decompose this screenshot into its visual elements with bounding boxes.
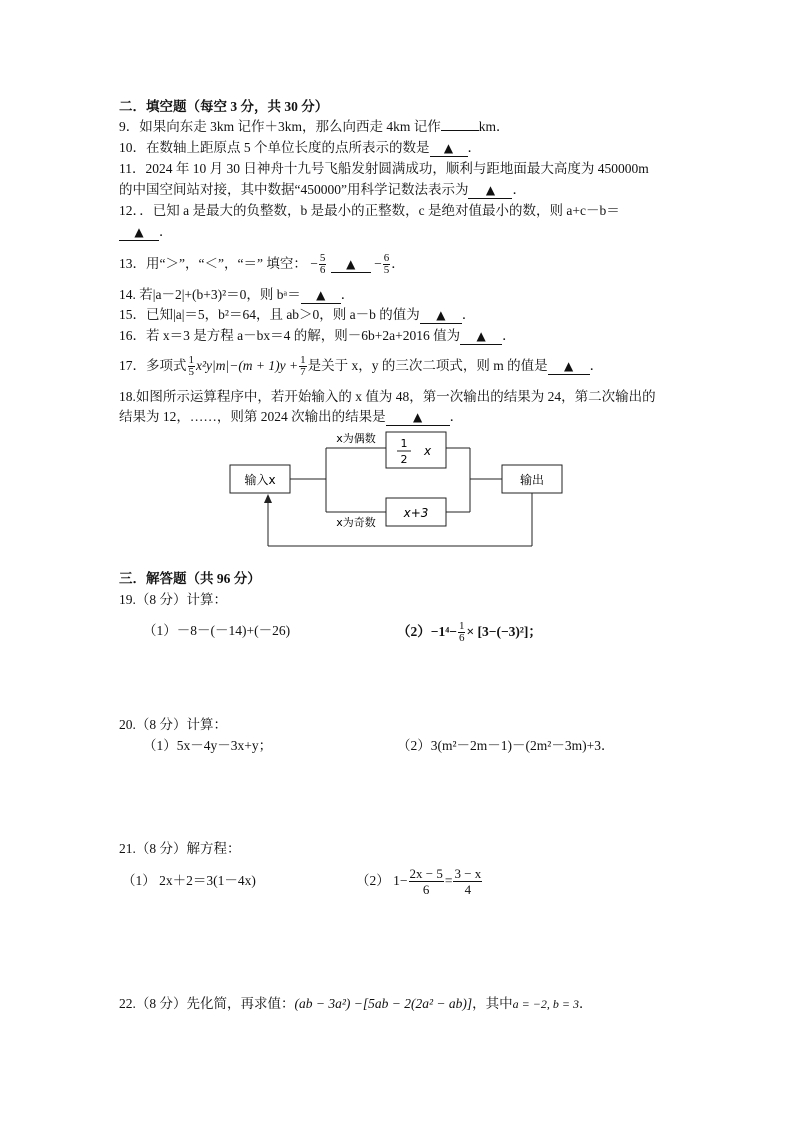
fraction-numerator: 2x − 5 xyxy=(409,866,443,882)
fraction-denominator: 6 xyxy=(319,264,326,277)
q15-tail: ． xyxy=(461,307,476,322)
q14-text: 14. 若|a－2|+(b+3)²＝0，则 bᵃ＝ xyxy=(119,287,301,302)
q19-part2-pre: （2）−1⁴− xyxy=(397,624,457,639)
question-15 xyxy=(119,306,475,324)
q16-text: 16．若 x＝3 是方程 a－bx＝4 的解，则－6b+2a+2016 值为 xyxy=(119,328,461,343)
output-label: 输出 xyxy=(519,473,545,487)
even-condition-label: x为偶数 xyxy=(336,432,376,445)
q21-fraction-1 xyxy=(409,866,444,897)
even-op-denominator: 2 xyxy=(400,453,408,466)
question-18-line1: 18.如图所示运算程序中，若开始输入的 x 值为 48，第一次输出的结果为 24，第二次输出的 xyxy=(119,389,656,404)
odd-op-label: x+3 xyxy=(403,506,429,520)
q17-fraction-2 xyxy=(299,355,307,378)
fraction-numerator: 3 − x xyxy=(454,866,482,882)
q19-part2 xyxy=(397,616,542,648)
blank-triangle-icon: ▲ xyxy=(485,183,496,197)
blank-triangle-icon: ▲ xyxy=(476,329,486,343)
arrow-up-icon xyxy=(264,494,272,503)
q17-post: 是关于 x，y 的三次二项式，则 m 的值是 xyxy=(307,358,548,373)
question-18-line2 xyxy=(119,408,463,426)
fraction-numerator: 1 xyxy=(300,354,306,367)
flowchart-diagram xyxy=(220,428,570,556)
q10-blank xyxy=(430,140,468,157)
q13-text: 13．用“＞”，“＜”，“＝” 填空： xyxy=(119,256,307,271)
q21-part2 xyxy=(356,862,483,900)
fraction-denominator: 4 xyxy=(464,882,472,898)
q17-mid: x²y|m|−(m + 1)y + xyxy=(196,358,299,373)
q21-equals: = xyxy=(444,873,453,888)
q10-tail: ． xyxy=(467,140,481,155)
blank-triangle-icon: ▲ xyxy=(346,257,356,271)
question-13 xyxy=(119,244,405,284)
fraction-numerator: 6 xyxy=(383,252,390,265)
q17-blank xyxy=(548,358,590,375)
q21-part2-pre: （2） 1− xyxy=(356,873,408,888)
q15-blank xyxy=(420,307,462,324)
q15-text: 15．已知|a|＝5，b²＝64，且 ab＞0，则 a－b 的值为 xyxy=(119,307,420,322)
question-12-line2 xyxy=(119,223,173,241)
section-heading-fill-blank: 二．填空题（每空 3 分，共 30 分） xyxy=(119,99,329,114)
odd-condition-label: x为奇数 xyxy=(336,516,376,529)
q17-pre: 17．多项式 xyxy=(119,358,187,373)
even-op-numerator: 1 xyxy=(400,437,408,450)
q13-fraction-1 xyxy=(319,253,327,276)
question-14 xyxy=(119,286,354,304)
blank-triangle-icon: ▲ xyxy=(413,410,423,424)
q16-blank xyxy=(460,328,502,345)
fraction-denominator: 6 xyxy=(458,632,465,645)
even-operation-box xyxy=(386,432,446,468)
question-16 xyxy=(119,327,516,345)
q9-tail: km． xyxy=(478,119,510,134)
q17-fraction-1 xyxy=(188,355,196,378)
fraction-denominator: 6 xyxy=(422,882,430,898)
q19-fraction xyxy=(458,621,466,644)
question-12-line1: 12．．已知 a 是最大的负整数，b 是最小的正整数，c 是绝对值最小的数，则 a+c－b＝ xyxy=(119,203,620,218)
even-op-variable: x xyxy=(424,444,432,458)
question-17 xyxy=(119,348,603,384)
q20-part1: （1）5x－4y－3x+y； xyxy=(143,738,273,753)
q12-blank xyxy=(119,224,159,241)
question-11-line2 xyxy=(119,181,526,199)
q22-pre: 22.（8 分）先化简，再求值： xyxy=(119,996,295,1011)
section-heading-solve: 三．解答题（共 96 分） xyxy=(119,571,261,586)
q9-blank xyxy=(441,130,479,131)
q20-title: 20.（8 分）计算： xyxy=(119,717,227,732)
input-label: 输入x xyxy=(244,473,276,487)
q13-fraction-2 xyxy=(383,253,391,276)
question-10 xyxy=(119,139,481,157)
flowchart-svg xyxy=(220,428,570,552)
q22-expression: (ab − 3a²) −[5ab − 2(2a² − ab)] xyxy=(294,996,473,1011)
q13-blank xyxy=(331,256,371,273)
blank-triangle-icon: ▲ xyxy=(134,225,144,239)
fraction-numerator: 1 xyxy=(458,620,465,633)
q14-blank xyxy=(301,287,341,304)
q19-part1: （1）－8－(－14)+(－26) xyxy=(143,623,291,638)
question-9 xyxy=(119,118,510,136)
q18-text: 结果为 12，……，则第 2024 次输出的结果是 xyxy=(119,409,386,424)
fraction-denominator: 7 xyxy=(300,366,306,379)
q22-tail: ． xyxy=(578,996,593,1011)
q21-title: 21.（8 分）解方程： xyxy=(119,841,241,856)
q19-title: 19.（8 分）计算： xyxy=(119,592,227,607)
q13-minus-2: − xyxy=(374,256,382,271)
q13-tail: ． xyxy=(391,256,405,271)
fraction-denominator: 5 xyxy=(188,366,194,379)
question-22 xyxy=(119,995,592,1013)
blank-triangle-icon: ▲ xyxy=(564,359,574,373)
q21-part1: （1） 2x＋2＝3(1－4x) xyxy=(122,873,256,888)
q9-text: 9．如果向东走 3km 记作＋3km，那么向西走 4km 记作 xyxy=(119,119,441,134)
q21-fraction-2 xyxy=(453,866,482,897)
q18-blank xyxy=(386,409,450,426)
question-11-line1: 11．2024 年 10 月 30 日神舟十九号飞船发射圆满成功，顺利与距地面最大高度为 450000m xyxy=(119,161,649,176)
q11-tail: ． xyxy=(512,182,526,197)
q12-tail: ． xyxy=(159,224,173,239)
fraction-numerator: 1 xyxy=(188,354,194,367)
q20-part2: （2）3(m²－2m－1)－(2m²－3m)+3． xyxy=(397,738,615,753)
q13-minus-1: − xyxy=(310,256,318,271)
q22-mid: ，其中 xyxy=(472,996,513,1011)
q11-blank xyxy=(468,182,512,199)
q18-tail: ． xyxy=(449,409,464,424)
q17-tail: ． xyxy=(589,358,604,373)
q14-tail: ． xyxy=(340,287,355,302)
blank-triangle-icon: ▲ xyxy=(443,141,454,155)
fraction-denominator: 5 xyxy=(383,264,390,277)
blank-triangle-icon: ▲ xyxy=(316,288,326,302)
q19-part2-post: × [3−(−3)²]； xyxy=(466,624,542,639)
q10-text: 10．在数轴上距原点 5 个单位长度的点所表示的数是 xyxy=(119,140,430,155)
fraction-numerator: 5 xyxy=(319,252,326,265)
blank-triangle-icon: ▲ xyxy=(436,308,446,322)
q16-tail: ． xyxy=(502,328,516,343)
q22-values: a = −2, b = 3 xyxy=(512,997,579,1011)
q11-text: 的中国空间站对接，其中数据“450000”用科学记数法表示为 xyxy=(119,182,469,197)
